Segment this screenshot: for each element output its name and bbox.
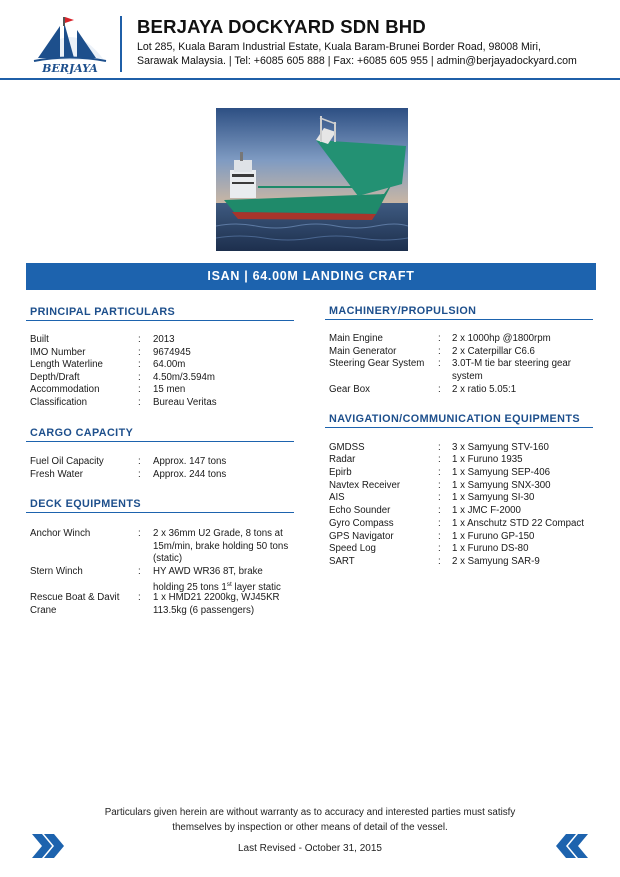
cargo-heading: CARGO CAPACITY	[30, 427, 134, 439]
last-revised: Last Revised - October 31, 2015	[238, 843, 382, 854]
spec-row-rescue-boat	[30, 592, 300, 620]
spec-value: 1 x Samyung SEP-406	[452, 467, 551, 478]
spec-value-line2: 15m/min, brake holding 50 tons	[153, 540, 289, 552]
spec-label: Gyro Compass	[329, 518, 394, 529]
spec-colon: :	[438, 531, 441, 542]
spec-value: 2 x Samyung SAR-9	[452, 556, 540, 567]
company-address-line1: Lot 285, Kuala Baram Industrial Estate, Kuala Baram-Brunei Border Road, 98008 Miri,	[137, 41, 541, 53]
spec-label: Main Generator	[329, 346, 397, 357]
spec-label: Depth/Draft	[30, 372, 80, 383]
spec-colon: :	[438, 543, 441, 554]
spec-colon: :	[438, 480, 441, 491]
spec-label: GPS Navigator	[329, 531, 394, 542]
spec-value: 4.50m/3.594m	[153, 372, 215, 383]
navigation-heading: NAVIGATION/COMMUNICATION EQUIPMENTS	[329, 413, 580, 425]
spec-value: 1 x Furuno 1935	[452, 454, 523, 465]
spec-colon: :	[438, 442, 441, 453]
spec-value: 3 x Samyung STV-160	[452, 442, 549, 453]
spec-label: GMDSS	[329, 442, 365, 453]
spec-row-anchor-winch	[30, 528, 300, 568]
machinery-heading: MACHINERY/PROPULSION	[329, 305, 477, 317]
spec-value: 9674945	[153, 347, 191, 358]
spec-label: Epirb	[329, 467, 352, 478]
superscript: st	[226, 580, 232, 588]
spec-value: Approx. 244 tons	[153, 469, 227, 480]
spec-label: Radar	[329, 454, 356, 465]
spec-label: Anchor Winch	[30, 528, 91, 539]
spec-row-stern-winch	[30, 566, 300, 594]
spec-colon: :	[438, 384, 441, 395]
spec-colon: :	[138, 528, 141, 539]
company-address-line2: Sarawak Malaysia. | Tel: +6085 605 888 | Fax: +6085 605 955 | admin@berjayadockyard.com	[137, 55, 577, 67]
spec-label: Fuel Oil Capacity	[30, 456, 104, 467]
header-divider	[120, 16, 122, 72]
spec-value: 15 men	[153, 384, 186, 395]
deck-heading: DECK EQUIPMENTS	[30, 498, 141, 510]
spec-value: Bureau Veritas	[153, 397, 217, 408]
spec-colon: :	[438, 358, 441, 369]
vessel-photo	[216, 108, 408, 251]
principal-heading-rule	[26, 320, 294, 321]
spec-value-line1: 2 x 36mm U2 Grade, 8 tons at	[153, 528, 283, 539]
spec-value: 1 x Furuno GP-150	[452, 531, 535, 542]
spec-value: 1 x Furuno DS-80	[452, 543, 529, 554]
spec-value-line1: HY AWD WR36 8T, brake	[153, 566, 263, 577]
company-logo	[30, 12, 110, 74]
spec-value-line2: 113.5kg (6 passengers)	[153, 604, 255, 616]
spec-label: Accommodation	[30, 384, 100, 395]
spec-colon: :	[438, 492, 441, 503]
spec-label: Stern Winch	[30, 566, 83, 577]
spec-colon: :	[138, 372, 141, 383]
disclaimer-line2: themselves by inspection or other means of detail of the vessel.	[172, 821, 448, 833]
spec-value: Approx. 147 tons	[153, 456, 227, 467]
disclaimer-line1: Particulars given herein are without warranty as to accuracy and interested parties must satisfy	[104, 807, 516, 818]
cargo-heading-rule	[26, 441, 294, 442]
spec-value: 1 x Anschutz STD 22 Compact	[452, 518, 584, 529]
spec-colon: :	[438, 333, 441, 344]
spec-colon: :	[138, 384, 141, 395]
spec-label: Navtex Receiver	[329, 480, 401, 491]
chevron-left-icon	[554, 831, 590, 861]
spec-label: IMO Number	[30, 347, 86, 358]
spec-label: Classification	[30, 397, 88, 408]
spec-colon: :	[138, 397, 141, 408]
spec-label: Gear Box	[329, 384, 370, 395]
spec-label: Echo Sounder	[329, 505, 391, 516]
principal-heading: PRINCIPAL PARTICULARS	[30, 306, 176, 318]
spec-value-line2: system	[452, 370, 483, 382]
header-rule	[0, 78, 620, 80]
spec-label: Fresh Water	[30, 469, 83, 480]
spec-colon: :	[138, 359, 141, 370]
vessel-title-bar: ISAN | 64.00M LANDING CRAFT	[26, 263, 596, 290]
spec-label: Length Waterline	[30, 359, 103, 370]
spec-label: Steering Gear System	[329, 358, 425, 369]
spec-colon: :	[438, 346, 441, 357]
spec-value: 1 x Samyung SNX-300	[452, 480, 551, 491]
spec-label: SART	[329, 556, 355, 567]
spec-value: 2 x Caterpillar C6.6	[452, 346, 535, 357]
spec-value-line1: 3.0T-M tie bar steering gear	[452, 358, 571, 369]
spec-value: 1 x Samyung SI-30	[452, 492, 535, 503]
machinery-heading-rule	[325, 319, 593, 320]
company-name: BERJAYA DOCKYARD SDN BHD	[137, 16, 426, 37]
spec-value-text: holding 25 tons 1	[153, 581, 227, 593]
spec-colon: :	[138, 347, 141, 358]
spec-value-line3: (static)	[153, 553, 183, 565]
spec-label: Main Engine	[329, 333, 383, 344]
spec-value: 2013	[153, 334, 175, 345]
spec-colon: :	[438, 505, 441, 516]
spec-colon: :	[138, 469, 141, 480]
spec-label-line1: Rescue Boat & Davit	[30, 592, 120, 603]
chevron-right-icon	[30, 831, 66, 861]
spec-colon: :	[138, 456, 141, 467]
spec-label: AIS	[329, 492, 345, 503]
spec-colon: :	[138, 334, 141, 345]
spec-row-steering-gear	[329, 358, 599, 384]
spec-value: 64.00m	[153, 359, 186, 370]
spec-colon: :	[138, 592, 141, 603]
logo-text: BERJAYA	[42, 62, 98, 74]
navigation-heading-rule	[325, 427, 593, 428]
spec-value-line1: 1 x HMD21 2200kg, WJ45KR	[153, 592, 280, 603]
spec-colon: :	[438, 467, 441, 478]
spec-value: 2 x ratio 5.05:1	[452, 384, 517, 395]
spec-colon: :	[438, 518, 441, 529]
spec-colon: :	[138, 566, 141, 577]
spec-value: 2 x 1000hp @1800rpm	[452, 333, 551, 344]
spec-colon: :	[438, 454, 441, 465]
deck-heading-rule	[26, 512, 294, 513]
disclaimer	[60, 806, 560, 835]
spec-colon: :	[438, 556, 441, 567]
spec-value: 1 x JMC F-2000	[452, 505, 521, 516]
spec-label: Speed Log	[329, 543, 376, 554]
spec-value-text: layer static	[231, 581, 281, 593]
spec-label-line2: Crane	[30, 604, 57, 616]
spec-label: Built	[30, 334, 49, 345]
